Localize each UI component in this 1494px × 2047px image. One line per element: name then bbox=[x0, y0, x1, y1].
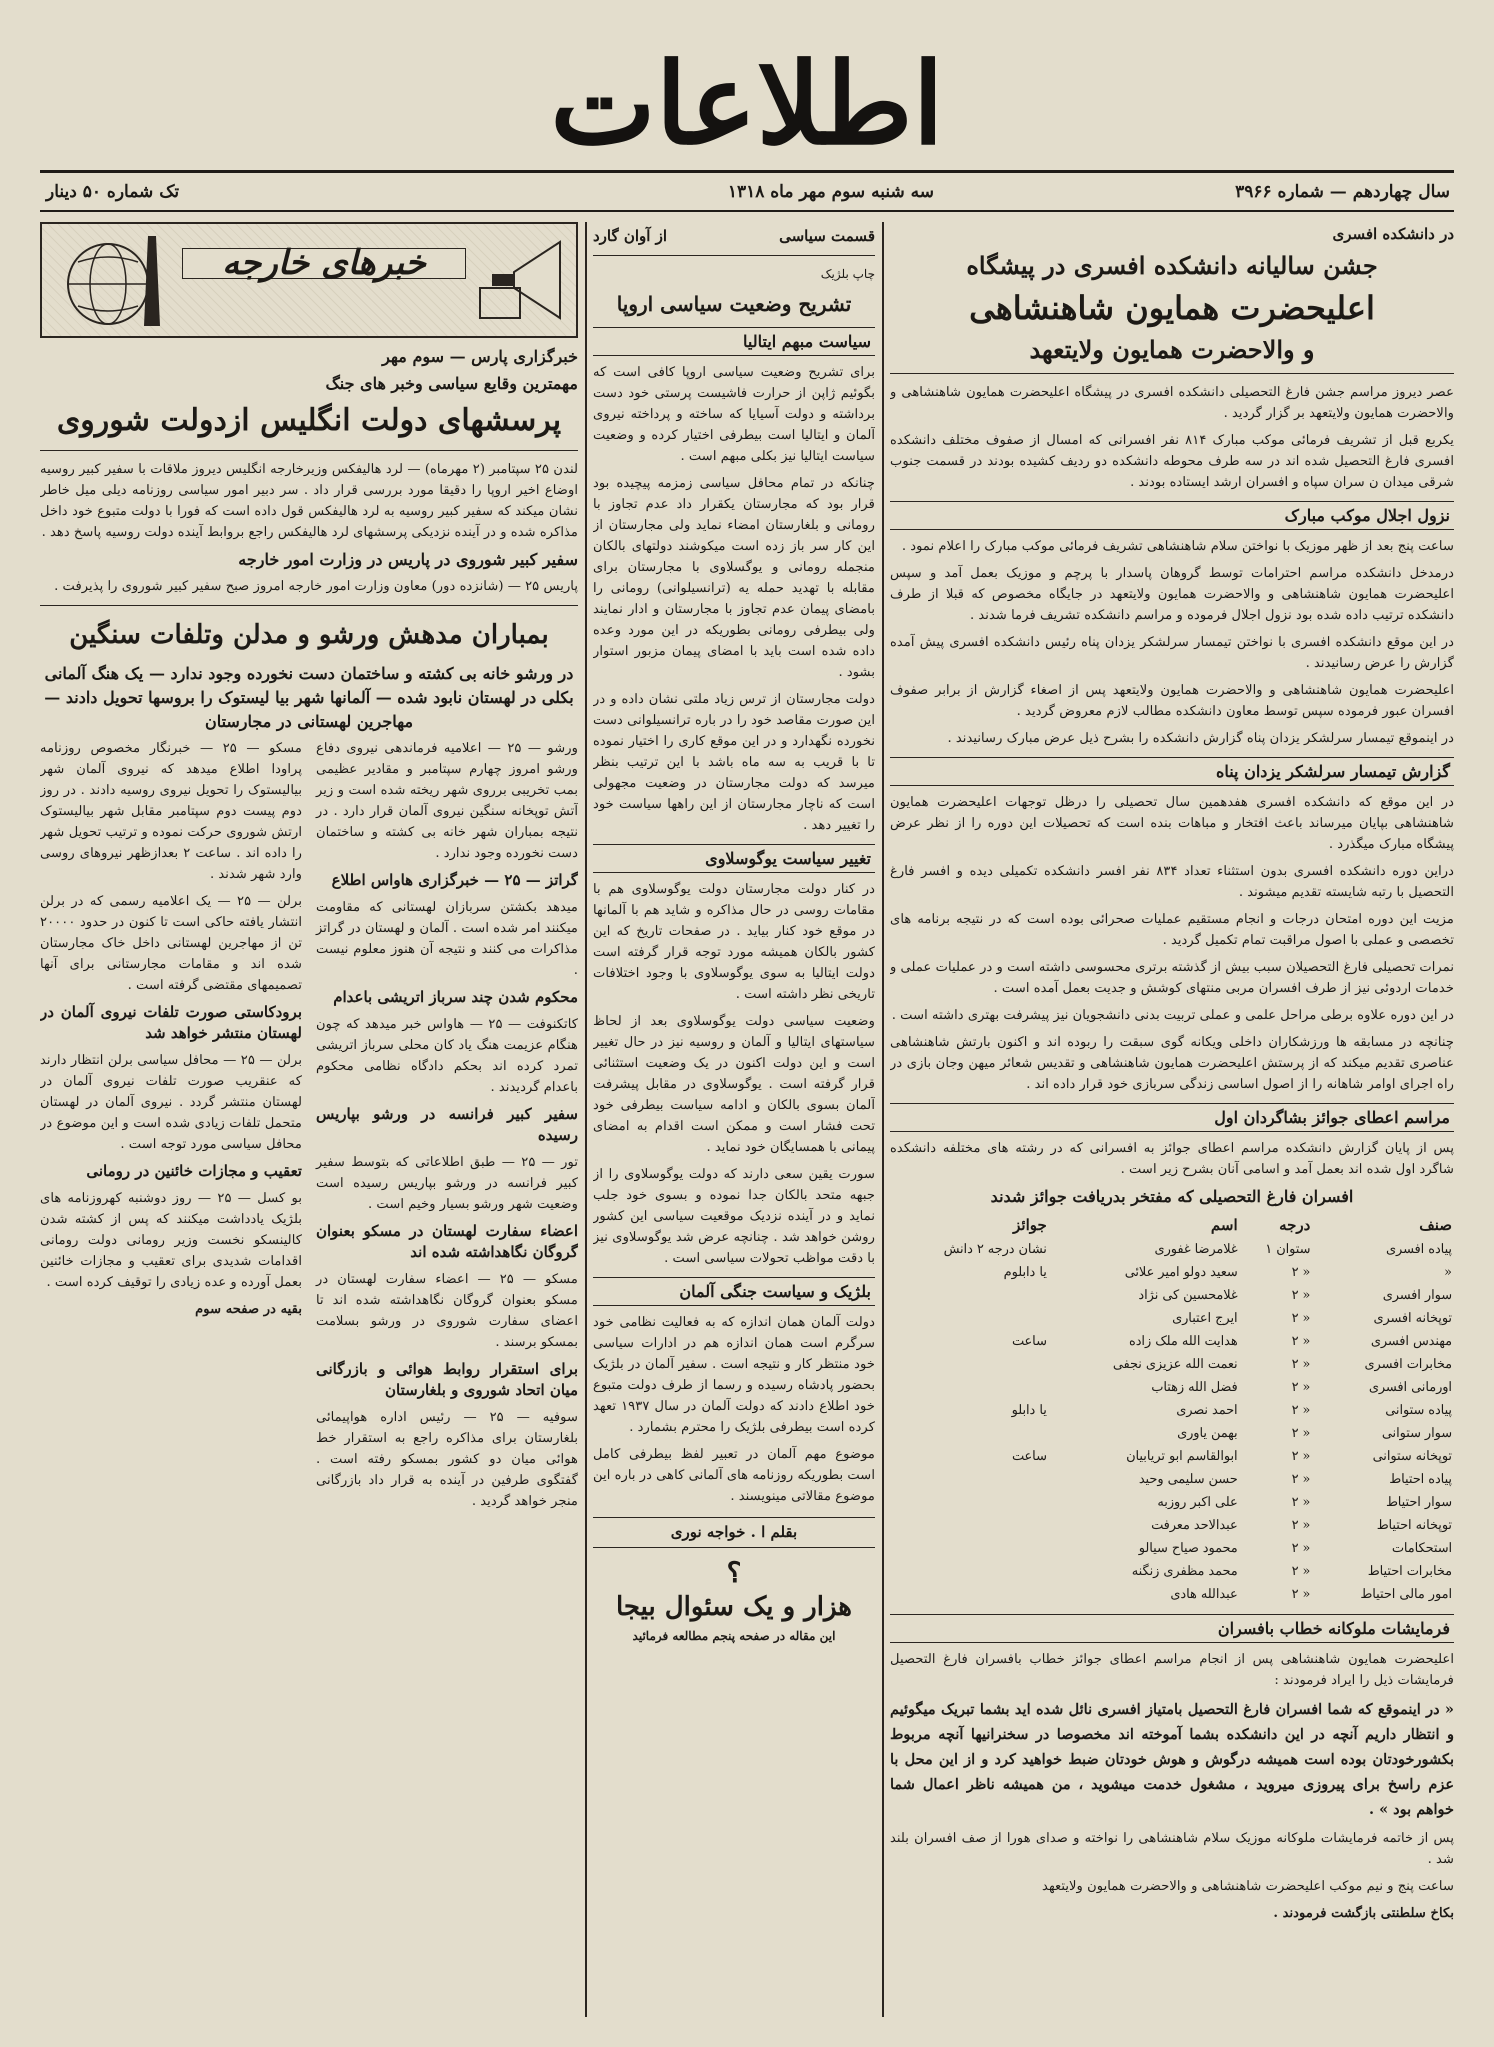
awards-table bbox=[890, 1213, 1454, 1606]
section-heading: فرمایشات ملوکانه خطاب بافسران bbox=[890, 1614, 1454, 1643]
table-cell: سعید دولو امیر علائی bbox=[1124, 1265, 1238, 1280]
author: از آوان گارد bbox=[593, 227, 668, 245]
table-row bbox=[890, 1537, 1454, 1560]
table-cell: « ۲ bbox=[1291, 1564, 1311, 1579]
table-row bbox=[890, 1284, 1454, 1307]
issue-date: سه شنبه سوم مهر ماه ۱۳۱۸ bbox=[727, 182, 934, 202]
section-label: قسمت سیاسی bbox=[779, 227, 875, 245]
subcolumn-left bbox=[40, 738, 302, 1518]
headline-line-3: و والاحضرت همایون ولایتعهد bbox=[1029, 335, 1315, 364]
table-row bbox=[890, 1330, 1454, 1353]
foreign-news-banner bbox=[40, 222, 578, 338]
masthead-rule bbox=[40, 170, 1454, 173]
table-cell: امور مالی احتیاط bbox=[1360, 1587, 1452, 1602]
table-cell: عبدالله هادی bbox=[1170, 1587, 1238, 1602]
table-cell: علی اکبر روزبه bbox=[1157, 1495, 1238, 1510]
table-cell: بهمن یاوری bbox=[1177, 1426, 1238, 1441]
table-cell bbox=[890, 1353, 1049, 1376]
divider bbox=[593, 255, 875, 256]
table-row bbox=[890, 1399, 1454, 1422]
article-headline: تشریح وضعیت سیاسی اروپا bbox=[616, 292, 852, 316]
table-cell: نشان درجه ۲ دانش bbox=[943, 1242, 1047, 1257]
table-header-cell: درجه bbox=[1279, 1216, 1311, 1234]
table-cell: مخابرات افسری bbox=[1364, 1357, 1452, 1372]
table-row bbox=[890, 1583, 1454, 1606]
table-row bbox=[890, 1307, 1454, 1330]
question-mark: ؟ bbox=[726, 1556, 742, 1589]
kicker: در دانشکده افسری bbox=[1332, 225, 1454, 243]
paragraph: در این موقع که دانشکده افسری هفدهمین سال تحصیلی را درظل توجهات اعلیحضرت همایون شاهنشاهی بپایان میرساند باعث افتخار و مباهات بنده است که تحصیلات این دوره را از نظر عرض پیشگاه مبارک میگذرد . bbox=[890, 795, 1454, 852]
paragraph: عصر دیروز مراسم جشن فارغ التحصیلی دانشکده افسری در پیشگاه اعلیحضرت همایون شاهنشاهی و والاحضرت همایون ولایتعهد بر گزار گردید . bbox=[890, 385, 1454, 421]
section-heading: تغییر سیاست یوگوسلاوی bbox=[593, 844, 875, 873]
paragraph: دولت آلمان همان اندازه که به فعالیت نظامی خود سرگرم است همان اندازه هم در ادارات سیاسی خود منتظر کار و نتیجه است . سفیر آلمان در بلژیک بحضور پادشاه رسیده و رسما از طرف دولت متبوع خود اطلاع دادند که دولت آلمان در سال ۱۹۳۷ تعهد کرده است بیطرفی بلژیک را محترم بشمارد . bbox=[593, 1315, 875, 1435]
subheading: سفیر کبیر فرانسه در ورشو بپاریس رسیده bbox=[316, 1105, 578, 1144]
table-row bbox=[890, 1445, 1454, 1468]
table-cell: « ۲ bbox=[1291, 1472, 1311, 1487]
table-cell: ایرج اعتباری bbox=[1172, 1311, 1238, 1326]
kicker: مهمترین وقایع سیاسی وخبر های جنگ bbox=[325, 374, 578, 393]
table-cell: غلامرضا غفوری bbox=[1154, 1242, 1238, 1257]
table-row bbox=[890, 1468, 1454, 1491]
continuation: بقیه در صفحه سوم bbox=[195, 1302, 302, 1317]
year-issue: سال چهاردهم — شماره ۳۹۶۶ bbox=[1235, 182, 1450, 202]
table-cell: محمود صیاح سیالو bbox=[1138, 1541, 1238, 1556]
paragraph: نمرات تحصیلی فارغ التحصیلان سبب بیش از گذشته برتری محسوسی داشته است و در عملیات عملی و خدمات اردوئی نیز از طرف افسران مربی منتهای کوشش و جدیت بعمل آمده است . bbox=[890, 960, 1454, 996]
table-cell: « ۲ bbox=[1291, 1357, 1311, 1372]
subheading: تعقیب و مجازات خائنین در رومانی bbox=[86, 1162, 302, 1180]
awards-table-title: افسران فارغ التحصیلی که مفتخر بدریافت جوائز شدند bbox=[990, 1187, 1354, 1206]
table-cell: پیاده ستوانی bbox=[1385, 1403, 1452, 1418]
paragraph: ساعت پنج بعد از ظهر موزیک با نواختن سلام شاهنشاهی تشریف فرمائی موکب مبارک را اعلام نمود . bbox=[901, 539, 1454, 554]
table-cell: « ۲ bbox=[1291, 1449, 1311, 1464]
table-cell: ابوالقاسم ابو تریابیان bbox=[1126, 1449, 1238, 1464]
paragraph: چنانکه در تمام محافل سیاسی زمزمه پیچیده بود قرار بود که مجارستان یکقرار داد عدم تجاوز با رومانی و بلغارستان امضاء نماید ولی مجارستان از این کار سر باز زده است میکوشند دولتهای بالکان منجمله رومانی و یوگسلاوی با مجارستان برای مقابله با تهدید حمله یه (ترانسیلوانی) رومانی را بامضای پیمان عدم تجاوز با مجارستان و ادار نمایند ولی بیطرفی رومانی بطوریکه در این مورد وعده داده شده است باید با امضای پیمان مزبور استوار بشود . bbox=[593, 476, 875, 680]
table-row bbox=[890, 1261, 1454, 1284]
section-heading: بلژیک و سیاست جنگی آلمان bbox=[593, 1277, 875, 1306]
column-left bbox=[40, 222, 578, 2017]
table-cell: سوار ستوانی bbox=[1381, 1426, 1452, 1441]
section-heading: نزول اجلال موکب مبارک bbox=[890, 501, 1454, 530]
dateline bbox=[40, 178, 1454, 208]
paragraph: پاریس ۲۵ — (شانزده دور) معاون وزارت امور خارجه امروز صبح سفیر کبیر شوروی را پذیرفت . bbox=[54, 579, 578, 594]
table-cell: یا دابلو bbox=[1011, 1403, 1047, 1418]
paragraph: مسکو — ۲۵ — خبرنگار مخصوص روزنامه پراودا اطلاع میدهد که نیروی آلمان شهر بیالیستوک را تحویل نیروی روسیه دادند . در روز دوم پیست دوم سپتامبر مقابل شهر بیالیستوک ارتش شوروی حرکت نموده و ترتیب تحویل شهر را داده اند . ساعت ۲ بعدازظهر نیروهای روسی وارد شهر شدند . bbox=[40, 741, 302, 882]
subheading: برای استقرار روابط هوائی و بازرگانی میان اتحاد شوروی و بلغارستان bbox=[316, 1360, 578, 1399]
paragraph: پس از پایان گزارش دانشکده مراسم اعطای جوائز به افسرانی که در رشته های مختلفه دانشکده شاگرد اول شده اند بعمل آمد و اسامی آنان بشرح زیر است . bbox=[890, 1141, 1454, 1177]
awards-table-body bbox=[890, 1238, 1454, 1606]
table-cell: پیاده افسری bbox=[1386, 1242, 1452, 1257]
paragraph: ورشو — ۲۵ — اعلامیه فرماندهی نیروی دفاع ورشو امروز چهارم سپتامبر و مقادیر عظیمی بمب تخریبی برروی شهر ریخته شده است و زیر آتش توپخانه سنگین نیروی آلمان قرار دارد . در نتیجه بمباران شهر خانه بی کشته و ساختمان دست نخورده وجود ندارد . bbox=[316, 741, 578, 861]
paragraph: دراین دوره دانشکده افسری بدون استثناء تعداد ۸۳۴ نفر افسر دانشکده تکمیلی دیده و افسر فارغ التحصیل با رتبه شایسته تقدیم میشوند . bbox=[890, 864, 1454, 900]
teaser-subtitle: این مقاله در صفحه پنجم مطالعه فرمائید bbox=[632, 1629, 836, 1643]
table-cell: توپخانه افسری bbox=[1373, 1311, 1452, 1326]
table-cell: « ۲ bbox=[1291, 1380, 1311, 1395]
table-header-cell: جوائز bbox=[1013, 1216, 1047, 1234]
paragraph: اعلیحضرت همایون شاهنشاهی و والاحضرت همایون ولایتعهد پس از اصغاء گزارش از برابر صفوف افسران عبور فرموده سپس توسط معاون دانشکده مطالب لازم معروض گردید . bbox=[890, 683, 1454, 719]
headline: بمباران مدهش ورشو و مدلن وتلفات سنگین bbox=[69, 620, 549, 650]
table-cell: توپخانه ستوانی bbox=[1372, 1449, 1452, 1464]
table-row bbox=[890, 1376, 1454, 1399]
news-agency: خبرگزاری پارس — سوم مهر bbox=[382, 347, 578, 366]
column-right bbox=[890, 222, 1454, 2017]
paragraph: اعلیحضرت همایون شاهنشاهی پس از انجام مراسم اعطای جوائز خطاب بافسران فارغ التحصیل فرمایشات ذیل را ایراد فرمودند : bbox=[890, 1652, 1454, 1688]
paragraph: سورت يقين سعی دارند که دولت یوگوسلاوی را از جبهه متحد بالکان جدا نموده و بسوی خود جلب نماید و در آینده نزدیک موقعیت سیاسی این کشور روشن خواهد شد . چنانچه عرض شد یوگوسلاوی نیز با دقت مواظب تحولات سیاسی است . bbox=[593, 1167, 875, 1266]
table-header-cell: اسم bbox=[1210, 1216, 1238, 1234]
table-cell: غلامحسین کی نژاد bbox=[1138, 1288, 1238, 1303]
section-label-row bbox=[593, 226, 875, 247]
table-cell: « ۲ bbox=[1291, 1541, 1311, 1556]
paragraph: بو کسل — ۲۵ — روز دوشنبه کهروزنامه های بلژیک یادداشت میکنند که پس از کشته شدن کالینسکو نخست وزیر رومانی دولت رومانی اقدامات شدیدی برای تعقیب و مجازات خائنین بعمل آورده و عده زیادی را توقیف کرده است . bbox=[40, 1191, 303, 1290]
paragraph: برلن — ۲۵ — محافل سیاسی برلن انتظار دارند که عنقریب صورت تلفات نیروی آلمان در لهستان منتشر گردد . نیروی آلمان در لهستان متحمل تلفات زیادی شده است و این موضوع در محافل سیاسی مورد توجه است . bbox=[40, 1053, 302, 1152]
table-cell bbox=[890, 1537, 1049, 1560]
paragraph: میدهد بکشتن سربازان لهستانی که مقاومت میکنند امر شده است . آلمان و لهستان در گراتز مذاکرات می کنند و نتیجه آن هنوز معلوم نیست . bbox=[316, 900, 578, 978]
table-row bbox=[890, 1238, 1454, 1261]
paragraph: برلن — ۲۵ — یک اعلامیه رسمی که در برلن انتشار یافته حاکی است تا کنون در حدود ۲۰۰۰۰ تن از مهاجرین لهستانی داخل خاک مجارستان شده اند و مقامات مجارستانی برای آنها تصمیمهای مقتضی گرفته است . bbox=[40, 894, 302, 993]
paragraph: پس از خاتمه فرمایشات ملوکانه موزیک سلام شاهنشاهی را نواخته و صدای هورا از صف افسران بلند شد . bbox=[890, 1831, 1454, 1867]
reprint-note: چاپ بلژیک bbox=[820, 267, 875, 281]
table-cell: « ۲ bbox=[1291, 1288, 1311, 1303]
table-cell: مهندس افسری bbox=[1370, 1334, 1452, 1349]
table-cell: ساعت bbox=[1011, 1334, 1047, 1349]
subcolumns bbox=[40, 738, 578, 1518]
banner-title: خبرهای خارجه bbox=[182, 248, 466, 279]
table-cell: عبدالاحد معرفت bbox=[1151, 1518, 1238, 1533]
globe-tower-icon bbox=[48, 232, 168, 328]
table-cell: ساعت bbox=[1011, 1449, 1047, 1464]
table-cell: « bbox=[1444, 1265, 1452, 1280]
paragraph: مسکو — ۲۵ — اعضاء سفارت لهستان در مسکو بعنوان گروگان نگاهداشته شده اند تا اعضای سفارت شوروی در ورشو بسلامت بمسکو برسند . bbox=[316, 1272, 578, 1350]
table-cell: محمد مظفری زنگنه bbox=[1131, 1564, 1238, 1579]
column-divider bbox=[585, 222, 587, 2017]
table-row bbox=[890, 1514, 1454, 1537]
table-cell: سوار افسری bbox=[1382, 1288, 1452, 1303]
paragraph: مزیت این دوره امتحان درجات و انجام مستقیم عملیات صحرائی بوده است که در نتیجه برنامه های تخصصی و عملی با اصول مراقبت تمام تکمیل گردید . bbox=[890, 912, 1454, 948]
paragraph: در این دوره علاوه برطی مراحل علمی و عملی تربیت بدنی دانشجویان نیز پیشرفت بهتری داشته است . bbox=[891, 1008, 1454, 1023]
byline: بقلم ا . خواجه نوری bbox=[593, 1517, 875, 1548]
table-cell: مخابرات احتیاط bbox=[1367, 1564, 1452, 1579]
table-cell bbox=[890, 1422, 1049, 1445]
table-cell bbox=[890, 1560, 1049, 1583]
subheading: گراتز — ۲۵ — خبرگزاری هاواس اطلاع bbox=[331, 871, 578, 889]
table-cell: « ۲ bbox=[1291, 1403, 1311, 1418]
table-cell: هدایت الله ملک زاده bbox=[1129, 1334, 1238, 1349]
subcolumn-right bbox=[316, 738, 578, 1518]
table-cell: « ۲ bbox=[1291, 1495, 1311, 1510]
headline-line-2: اعلیحضرت همایون شاهنشاهی bbox=[969, 289, 1375, 327]
subheadline: در ورشو خانه بی کشته و ساختمان دست نخورده وجود ندارد — یک هنگ آلمانی بکلی در لهستان نابود شده — آلمانها شهر بیا لیستوک را بروسها تحویل دادند — مهاجرین لهستانی در مجارستان bbox=[44, 664, 574, 731]
headline: پرسشهای دولت انگلیس ازدولت شوروی bbox=[56, 403, 562, 438]
divider bbox=[890, 373, 1454, 374]
paragraph: لندن ۲۵ سپتامبر (۲ مهرماه) — لرد هالیفکس وزیرخارجه انگلیس دیروز ملاقات با سفیر کبیر روسیه اوضاع اخیر اروپا را دقیقا مورد بررسی قرار داد . سر دبیر امور سیاسی روزنامه دیلی میل خاطر نشان میکند که سفیر کبیر روسیه به لرد هالیفکس قول داده است که فورا با دولت متبوع خود داخل مذاکره شده و در آینده نزدیکی پرسشهای لرد هالیفکس راجع بروابط آینده دولت روسیه پاسخ دهد . bbox=[40, 462, 578, 540]
table-cell: « ۲ bbox=[1291, 1587, 1311, 1602]
royal-speech: « در اینموقع که شما افسران فارغ التحصیل بامتیاز افسری نائل شده اید بشما تبریک میگوئیم و انتظار داریم آنچه در این دانشکده بشما آموخته اند مخصوصا در سخنرانیها آنچه مربوط بکشورخودتان بوده است همیشه درگوش و هوش خودتان ضبط خواهید کرد و از این محل با عزم راسخ برای پیروزی میروید ، مشغول خدمت میشوید ، من همیشه ناظر اعمال شما خواهم بود » . bbox=[890, 1701, 1454, 1818]
table-cell: « ۲ bbox=[1291, 1265, 1311, 1280]
issue-price: تک شماره ۵۰ دینار bbox=[46, 182, 180, 202]
table-cell: یا دابلوم bbox=[1003, 1265, 1047, 1280]
column-divider bbox=[882, 222, 884, 2017]
paragraph: دولت مجارستان از ترس زیاد ملتی نشان داده و در این صورت مقاصد خود را در باره ترانسیلوانی دست نخورده نگهدارد و در این موقع کاری را اختیار نموده تا با قریب به سه ماه باشد با این ترتیب بنظر میرسد که دولت مجارستان در وضعیت مجهولی است که ناچار مجارستان از این راهها سیاست خود را تغییر دهد . bbox=[593, 692, 875, 833]
paragraph: ساعت پنج و نیم موکب اعلیحضرت شاهنشاهی و والاحضرت همایون ولایتعهد bbox=[1042, 1879, 1454, 1894]
subheading: اعضاء سفارت لهستان در مسکو بعنوان گروگان نگاهداشته شده اند bbox=[316, 1222, 578, 1261]
table-cell: « ۲ bbox=[1291, 1518, 1311, 1533]
paragraph: وضعیت سیاسی دولت یوگوسلاوی بعد از لحاظ سیاستهای ایتالیا و آلمان و روسیه نیز در حال تغییر است و این دولت اکنون در یک وضعیت استثنائی قرار گرفته است . یوگوسلاوی در مقابل پیشرفت آلمان بسوی بالکان و ادامه سیاست بیطرفی خود تحت فشار است و ممکن است اقدام به امضای پیمانی با همسایگان خود نماید . bbox=[593, 1014, 875, 1155]
headline: سفیر کبیر شوروی در پاریس در وزارت امور خارجه bbox=[238, 550, 578, 569]
gramophone-icon bbox=[474, 232, 570, 328]
table-cell: توپخانه احتیاط bbox=[1376, 1518, 1452, 1533]
paragraph: سوفیه — ۲۵ — رئیس اداره هواپیمائی بلغارستان برای مذاکره راجع به استقرار خط هوائی میان دو کشور بمسکو رفته است . گفتگوی طرفین در آینده به قرار داد بازرگانی منجر خواهد گردید . bbox=[316, 1410, 578, 1509]
paragraph: در کنار دولت مجارستان دولت یوگوسلاوی هم با مقامات روسی در حال مذاکره و شاید هم با آلمانها در موقع خود کنار بیاید . در صفحات تاریخ که این کشور بالکان همیشه مورد توجه قرار گرفته است دولت ایتالیا به سوی یوگوسلاوی با وجود اختلافات تاریخی نظر داشته است . bbox=[593, 882, 875, 1002]
table-cell: سوار احتیاط bbox=[1385, 1495, 1452, 1510]
table-cell bbox=[890, 1583, 1049, 1606]
section-heading: گزارش تیمسار سرلشکر یزدان پناه bbox=[890, 757, 1454, 786]
subheading: برودکاستی صورت تلفات نیروی آلمان در لهستان منتشر خواهد شد bbox=[40, 1003, 302, 1042]
table-cell: « ۲ bbox=[1291, 1334, 1311, 1349]
paragraph: یکربع قبل از تشریف فرمائی موکب مبارک ۸۱۴ نفر افسرانی که امسال از صفوف مختلف دانشکده افسری فارغ التحصیل شده اند در سه طرف محوطه دانشکده دو ردیف کشیده بودند در قسمت جنوب شرقی میدان ن سران سپاه و افسران ارشد ایستاده بودند . bbox=[890, 433, 1454, 490]
table-header-cell: صنف bbox=[1419, 1216, 1452, 1234]
table-cell bbox=[890, 1284, 1049, 1307]
table-cell: استحکامات bbox=[1391, 1541, 1452, 1556]
table-row bbox=[890, 1560, 1454, 1583]
paragraph: در اینموقع تیمسار سرلشکر یزدان پناه گزارش دانشکده را بشرح ذیل عرض مبارک رسانیدند . bbox=[947, 731, 1454, 746]
table-cell: « ۲ bbox=[1291, 1311, 1311, 1326]
divider bbox=[40, 450, 578, 451]
headline-line-1: جشن سالیانه دانشکده افسری در پیشگاه bbox=[966, 251, 1378, 280]
table-cell bbox=[890, 1468, 1049, 1491]
teaser-headline: هزار و یک سئوال بیجا bbox=[615, 1592, 853, 1622]
table-cell bbox=[890, 1514, 1049, 1537]
table-cell: اورمانی افسری bbox=[1368, 1380, 1452, 1395]
table-cell: فضل الله زهتاب bbox=[1151, 1380, 1238, 1395]
table-cell: « ۲ bbox=[1291, 1426, 1311, 1441]
paragraph: در این موقع دانشکده افسری با نواختن تیمسار سرلشکر یزدان پناه رئیس دانشکده افسری پیش آمده گزارش را عرض رسانیدند . bbox=[890, 635, 1454, 671]
dateline-rule bbox=[40, 210, 1454, 212]
awards-table-header bbox=[890, 1213, 1454, 1238]
paragraph: موضوع مهم آلمان در تعبیر لفظ بیطرفی کامل است بطوریکه روزنامه های آلمانی کاهی در باره این موضوع مقالاتی مینویسند . bbox=[593, 1447, 875, 1504]
continuation: بکاخ سلطنتی بازگشت فرمودند . bbox=[1273, 1906, 1454, 1921]
divider bbox=[40, 605, 578, 606]
table-cell: حسن سلیمی وحید bbox=[1138, 1472, 1238, 1487]
table-cell: احمد نصری bbox=[1176, 1403, 1238, 1418]
table-cell: نعمت الله عزیزی نجفی bbox=[1112, 1357, 1238, 1372]
table-cell: ستوان ۱ bbox=[1265, 1242, 1311, 1257]
section-heading: سیاست مبهم ایتالیا bbox=[593, 327, 875, 356]
paragraph: درمدخل دانشکده مراسم احترامات توسط گروهان پاسدار با پرچم و موزیک بعمل آمد و سپس اعلیحضرت همایون شاهنشاهی و والاحضرت همایون ولایتعهد در جایگاه مخصوص که قبلا از طرف دانشکده ترتیب داده شده بود نزول اجلال فرموده و مراسم دانشکده تشریف فرما شدند . bbox=[890, 566, 1454, 623]
paragraph: تور — ۲۵ — طبق اطلاعاتی که بتوسط سفیر کبیر فرانسه در ورشو بپاریس رسیده است وضعیت شهر ورشو بسیار وخیم است . bbox=[316, 1155, 578, 1212]
paragraph: برای تشریح وضعیت سیاسی اروپا کافی است که بگوئیم ژاپن از حرارت فاشیست پرستی خود دست برداشته و دولت آسیایا که ساخته و پرداخته نیروی آلمان و ایتالیا است بیطرفی اختیار کرده و وضعیت سیاست ایتالیا نیز بکلی مبهم است . bbox=[593, 365, 875, 464]
table-row bbox=[890, 1353, 1454, 1376]
paragraph: چنانچه در مسابقه ها ورزشکاران داخلی ویکانه گوی سبقت را ربوده اند و اکنون بارتش شاهنشاهی عناصری تقدیم میکند که از پرستش اعلیحضرت همایون شاهنشاهی و تقدیس شعائر میهن وجان بازی در راه اجرای اوامر شاهانه را از اصول اساسی زندگی سربازی خود قرار داده اند . bbox=[890, 1035, 1454, 1092]
table-cell bbox=[890, 1491, 1049, 1514]
subheading: محکوم شدن چند سرباز اتریشی باعدام bbox=[333, 988, 578, 1006]
table-cell bbox=[890, 1307, 1049, 1330]
column-middle bbox=[593, 222, 875, 2017]
masthead-title: اطلاعات bbox=[550, 39, 944, 170]
table-cell bbox=[890, 1376, 1049, 1399]
table-cell: پیاده احتیاط bbox=[1389, 1472, 1452, 1487]
table-row bbox=[890, 1422, 1454, 1445]
section-heading: مراسم اعطای جوائز بشاگردان اول bbox=[890, 1103, 1454, 1132]
table-row bbox=[890, 1491, 1454, 1514]
paragraph: کاتکنوفت — ۲۵ — هاواس خبر میدهد که چون هنگام عزیمت هنگ یاد کان محلی سرباز اتریشی تمرد کرده اند بحکم دادگاه نظامی محکوم باعدام گردیدند . bbox=[316, 1017, 578, 1095]
